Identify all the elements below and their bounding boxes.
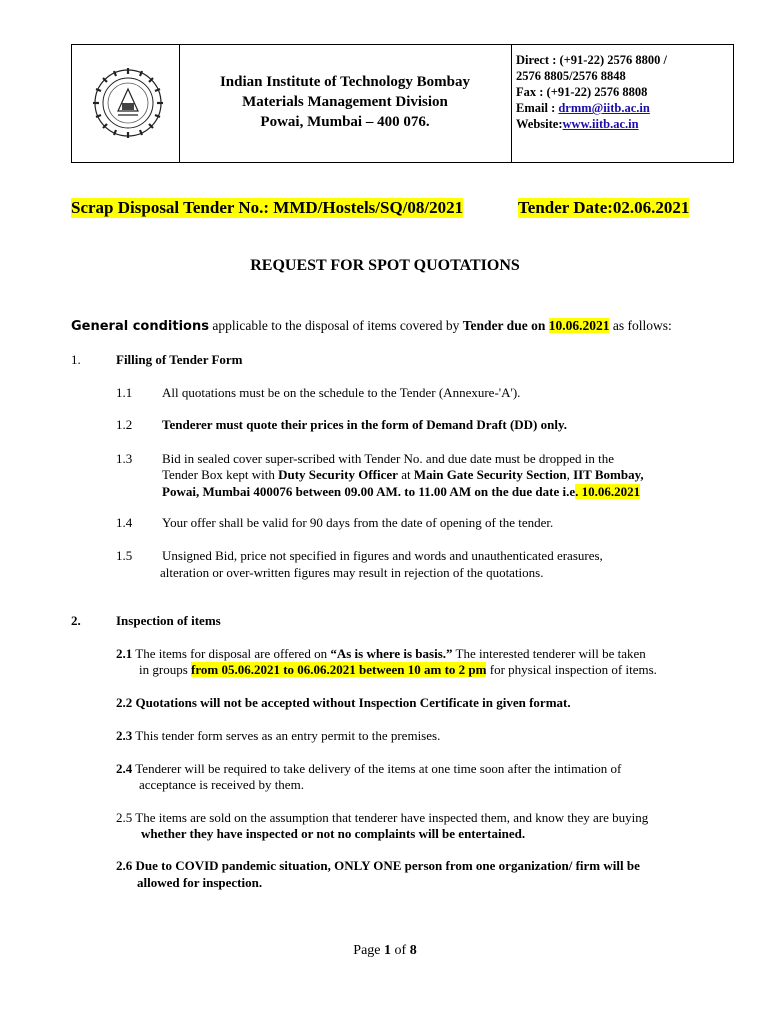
direct-phone: Direct : (+91-22) 2576 8800 /: [516, 53, 667, 67]
section-1-title: Filling of Tender Form: [116, 352, 243, 367]
item-1-4-number: 1.4: [116, 515, 133, 530]
item-1-5-number: 1.5: [116, 548, 133, 563]
direct-phone-2: 2576 8805/2576 8848: [516, 69, 626, 83]
item-1-4-text: Your offer shall be valid for 90 days from the date of opening of the tender.: [162, 515, 554, 530]
section-2-title: Inspection of items: [116, 613, 221, 628]
email-line: Email : drmm@iitb.ac.in: [516, 101, 650, 115]
fax-number: Fax : (+91-22) 2576 8808: [516, 85, 648, 99]
item-2-6-line-1: 2.6 Due to COVID pandemic situation, ONLY ONE person from one organization/ firm will be: [116, 858, 640, 873]
item-1-3-line-1: Bid in sealed cover super-scribed with Tender No. and due date must be dropped in the: [162, 451, 615, 466]
logo-cell: [72, 45, 180, 162]
letterhead-table: [71, 44, 734, 163]
item-1-5-line-2: alteration or over-written figures may result in rejection of the quotations.: [160, 565, 544, 580]
item-1-2-number: 1.2: [116, 417, 133, 432]
item-2-3-text: 2.3 This tender form serves as an entry permit to the premises.: [116, 728, 441, 743]
item-2-1-line-2: in groups from 05.06.2021 to 06.06.2021 between 10 am to 2 pm for physical inspection of items.: [139, 662, 657, 677]
institute-cell: [179, 45, 512, 162]
contact-cell: [512, 45, 733, 162]
item-1-3-line-2: Tender Box kept with Duty Security Officer at Main Gate Security Section, IIT Bombay,: [162, 467, 644, 482]
item-1-5-line-1: Unsigned Bid, price not specified in figures and words and unauthenticated erasures,: [162, 548, 603, 563]
item-2-6-line-2: allowed for inspection.: [137, 875, 263, 890]
item-2-4-line-1: 2.4 Tenderer will be required to take delivery of the items at one time soon after the intimation of: [116, 761, 622, 776]
item-2-2-text: 2.2 Quotations will not be accepted without Inspection Certificate in given format.: [116, 695, 571, 710]
section-1-number: 1.: [71, 352, 81, 367]
item-2-4-line-2: acceptance is received by them.: [139, 777, 304, 792]
institute-address: Powai, Mumbai – 400 076.: [260, 114, 430, 130]
item-1-3-line-3: Powai, Mumbai 400076 between 09.00 AM. to 11.00 AM on the due date i.e. 10.06.2021: [162, 484, 641, 499]
item-2-5-line-1: 2.5 The items are sold on the assumption that tenderer have inspected them, and know they are buying: [116, 810, 649, 825]
item-1-1-number: 1.1: [116, 385, 133, 400]
page-number: Page 1 of 8: [353, 943, 417, 958]
item-1-1-text: All quotations must be on the schedule to the Tender (Annexure-'A').: [162, 385, 521, 400]
division-name: Materials Management Division: [242, 94, 448, 110]
tender-number: Scrap Disposal Tender No.: MMD/Hostels/SQ/08/2021: [71, 198, 464, 217]
email-link[interactable]: drmm@iitb.ac.in: [558, 101, 650, 115]
institute-name: Indian Institute of Technology Bombay: [219, 74, 471, 90]
website-link[interactable]: www.iitb.ac.in: [562, 117, 639, 131]
document-title: REQUEST FOR SPOT QUOTATIONS: [250, 257, 520, 274]
website-line: Website:www.iitb.ac.in: [516, 117, 639, 131]
item-1-2-text: Tenderer must quote their prices in the form of Demand Draft (DD) only.: [162, 417, 568, 432]
section-2-number: 2.: [71, 613, 81, 628]
item-2-5-line-2: whether they have inspected or not no complaints will be entertained.: [141, 826, 526, 841]
tender-date: Tender Date:02.06.2021: [518, 198, 690, 217]
item-2-1-line-1: 2.1 The items for disposal are offered on “As is where is basis.” The interested tenderer will be taken: [116, 646, 646, 661]
item-1-3-number: 1.3: [116, 451, 133, 466]
general-conditions: General conditions applicable to the disposal of items covered by Tender due on 10.06.2021 as follows:: [71, 318, 672, 334]
iitb-seal-icon: [92, 67, 164, 139]
